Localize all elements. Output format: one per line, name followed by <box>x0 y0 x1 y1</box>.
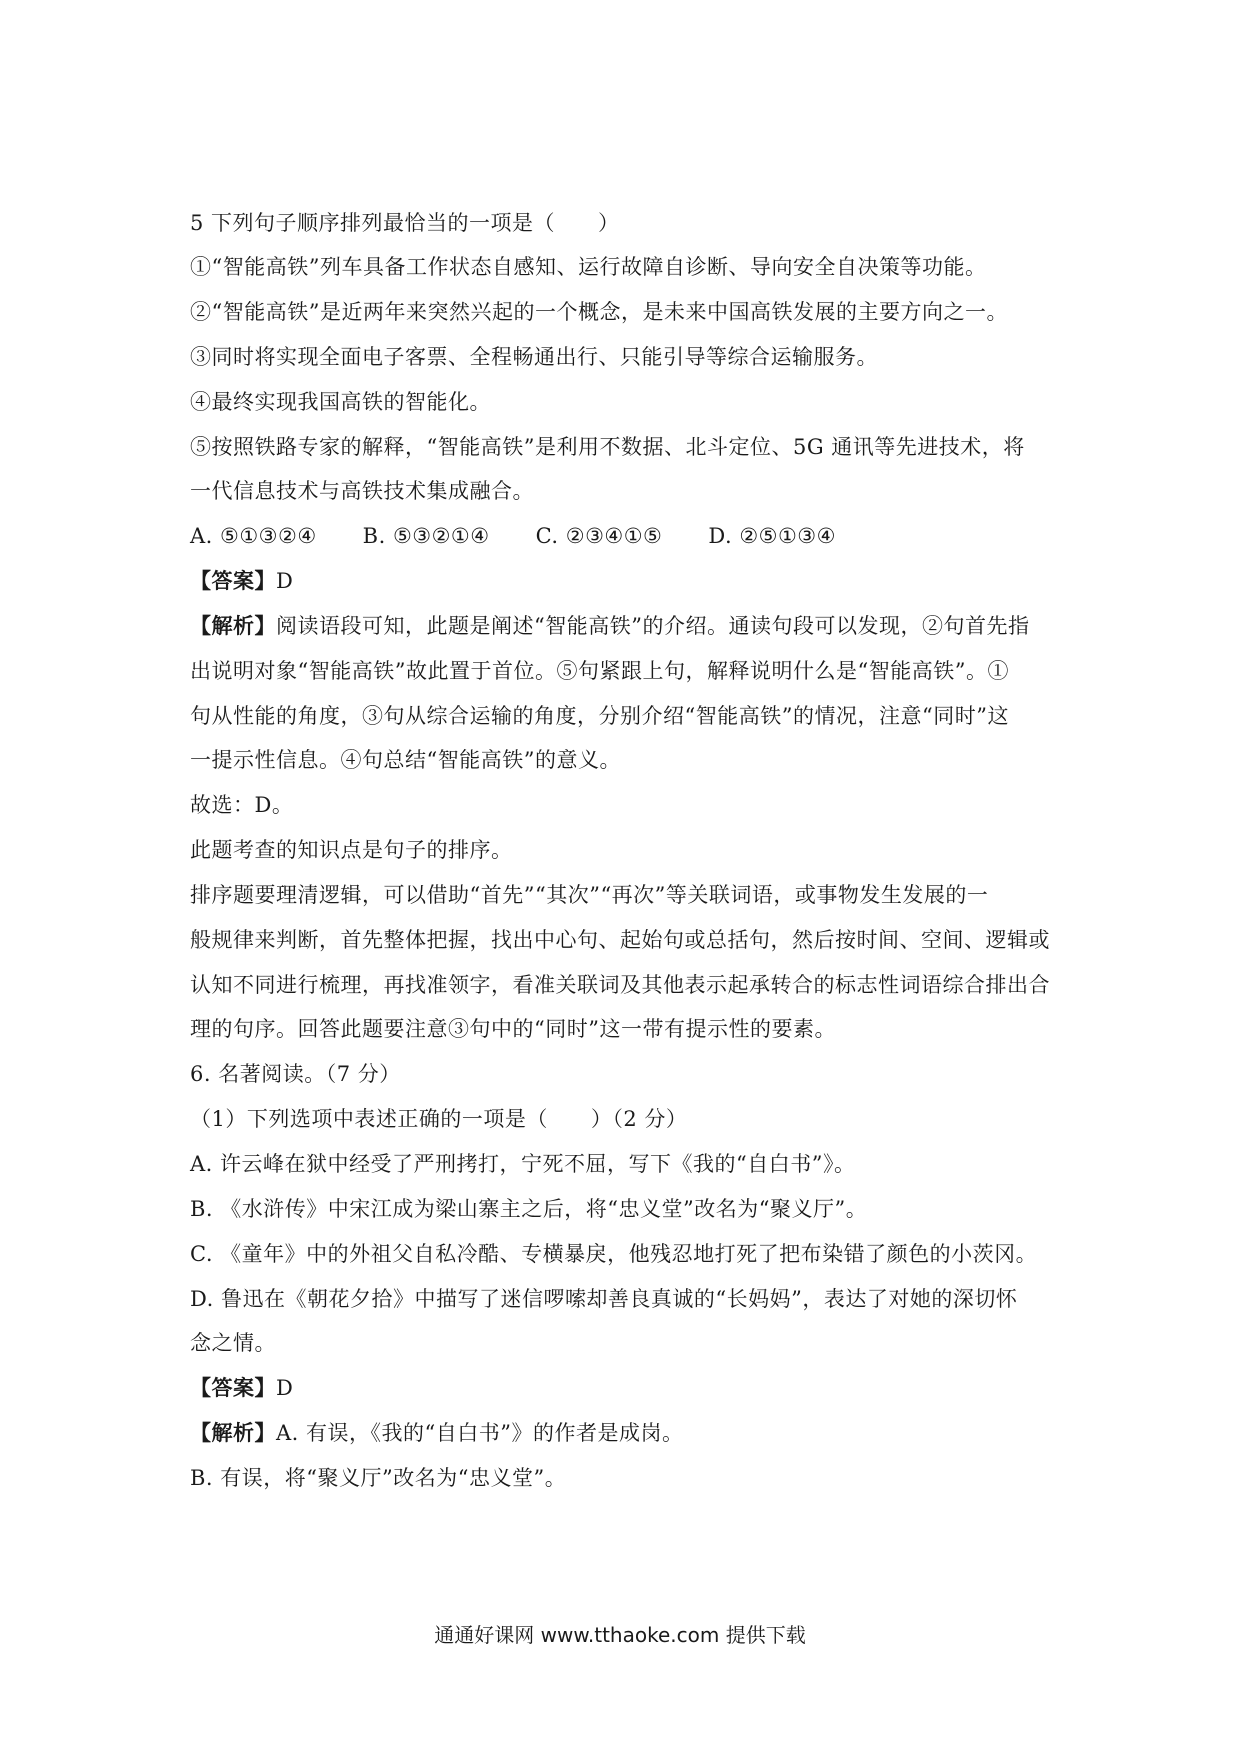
answer-tag: 【答案】 <box>190 568 276 593</box>
q6-analysis-b: B. 有误，将“聚义厅”改名为“忠义堂”。 <box>190 1466 567 1490</box>
q5-analysis-2: 出说明对象“智能高铁”故此置于首位。⑤句紧跟上句，解释说明什么是“智能高铁”。① <box>190 659 1009 683</box>
q5-answer <box>190 566 293 596</box>
q5-options <box>190 521 882 551</box>
q6-option-a: A. 许云峰在狱中经受了严刑拷打，宁死不屈，写下《我的“自白书”》。 <box>190 1152 856 1176</box>
q5-analysis-1 <box>190 611 1029 641</box>
q5-analysis-3: 句从性能的角度，③句从综合运输的角度，分别介绍“智能高铁”的情况，注意“同时”这 <box>190 704 1009 728</box>
q5-stem: 5 下列句子顺序排列最恰当的一项是（ ） <box>190 211 620 235</box>
q5-sentence-1: ①“智能高铁”列车具备工作状态自感知、运行故障自诊断、导向安全自决策等功能。 <box>190 255 987 279</box>
q6-stem: 6. 名著阅读。（7 分） <box>190 1062 401 1086</box>
q6-option-d: D. 鲁迅在《朝花夕拾》中描写了迷信啰嗦却善良真诚的“长妈妈”，表达了对她的深切怀 <box>190 1287 1018 1311</box>
q5-sentence-4: ④最终实现我国高铁的智能化。 <box>190 390 491 414</box>
q5-choose: 故选：D。 <box>190 793 294 817</box>
q6-analysis-a <box>190 1418 684 1448</box>
answer-value: D <box>276 569 294 593</box>
q6-option-c: C. 《童年》中的外祖父自私冷酷、专横暴戾，他残忍地打死了把布染错了颜色的小茨冈。 <box>190 1242 1038 1266</box>
q5-sentence-3: ③同时将实现全面电子客票、全程畅通出行、只能引导等综合运输服务。 <box>190 345 878 369</box>
analysis-tag: 【解析】 <box>190 613 276 638</box>
q6-sub-question-1: （1）下列选项中表述正确的一项是（ ）（2 分） <box>190 1107 688 1131</box>
analysis-tag: 【解析】 <box>190 1420 276 1445</box>
q5-analysis-4: 一提示性信息。④句总结“智能高铁”的意义。 <box>190 748 621 772</box>
q5-knowledge: 此题考查的知识点是句子的排序。 <box>190 838 513 862</box>
q5-option-c: C. ②③④①⑤ <box>535 524 663 548</box>
page-footer: 通通好课网 www.tthaoke.com 提供下载 <box>434 1623 806 1647</box>
q5-option-a: A. ⑤①③②④ <box>190 524 317 548</box>
analysis-text: A. 有误，《我的“自白书”》的作者是成岗。 <box>276 1421 684 1445</box>
q5-tip-2: 般规律来判断，首先整体把握，找出中心句、起始句或总括句，然后按时间、空间、逻辑或 <box>190 928 1050 952</box>
q6-option-b: B. 《水浒传》中宋江成为梁山寨主之后，将“忠义堂”改名为“聚义厅”。 <box>190 1197 868 1221</box>
q6-option-d-cont: 念之情。 <box>190 1331 276 1355</box>
q5-sentence-5-cont: 一代信息技术与高铁技术集成融合。 <box>190 479 534 503</box>
analysis-text: 阅读语段可知，此题是阐述“智能高铁”的介绍。通读句段可以发现，②句首先指 <box>276 614 1030 638</box>
q6-answer <box>190 1373 293 1403</box>
answer-value: D <box>276 1376 294 1400</box>
q5-option-d: D. ②⑤①③④ <box>708 524 836 548</box>
q5-sentence-5: ⑤按照铁路专家的解释，“智能高铁”是利用不数据、北斗定位、5G 通讯等先进技术，将 <box>190 435 1025 459</box>
q5-tip-3: 认知不同进行梳理，再找准领字，看准关联词及其他表示起承转合的标志性词语综合排出合 <box>190 973 1050 997</box>
q5-tip-1: 排序题要理清逻辑，可以借助“首先”“其次”“再次”等关联词语，或事物发生发展的一 <box>190 883 989 907</box>
answer-tag: 【答案】 <box>190 1375 276 1400</box>
q5-option-b: B. ⑤③②①④ <box>362 524 490 548</box>
q5-tip-4: 理的句序。回答此题要注意③句中的“同时”这一带有提示性的要素。 <box>190 1017 836 1041</box>
q5-sentence-2: ②“智能高铁”是近两年来突然兴起的一个概念，是未来中国高铁发展的主要方向之一。 <box>190 300 1008 324</box>
